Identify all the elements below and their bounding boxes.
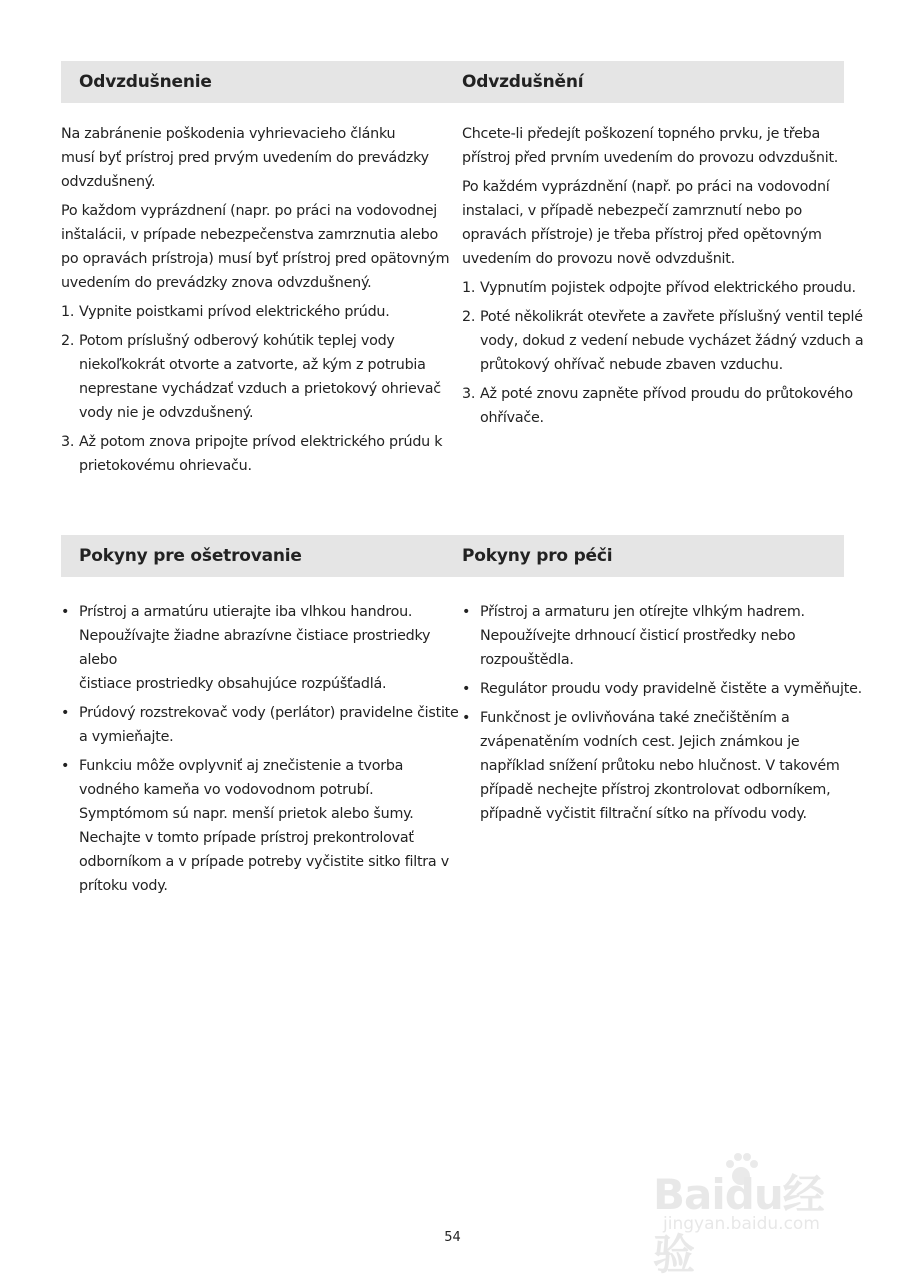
watermark-url: jingyan.baidu.com [663, 1214, 820, 1234]
section2-header-band [61, 535, 844, 577]
list-item: 2. Poté několikrát otevřete a zavřete příslušný ventil teplé vody, dokud z vedení nebude vycházet žádný vzduch a průtokový ohřívač nebude zbaven vzduchu. [462, 309, 864, 373]
list-item: 1. Vypnutím pojistek odpojte přívod elektrického proudu. [462, 280, 856, 296]
list-item: • Prúdový rozstrekovač vody (perlátor) pravidelne čistite a vymieňajte. [61, 705, 459, 745]
heading-pokyny-pre-osetrovanie: Pokyny pre ošetrovanie [79, 546, 302, 566]
section2-left-column [61, 600, 459, 903]
list-item: • Prístroj a armatúru utierajte iba vlhkou handrou. Nepoužívajte žiadne abrazívne čistiace prostriedky alebo čistiace prostriedky obsahujúce rozpúšťadlá. [61, 604, 431, 692]
list-item: 1. Vypnite poistkami prívod elektrického prúdu. [61, 304, 390, 320]
paragraph: Po každom vyprázdnení (napr. po práci na vodovodnej inštalácii, v prípade nebezpečenstva zamrznutia alebo po opravách prístroja) musí byť prístroj pred opätovným uvedením do prevádzky znova odvzdušnený. [61, 203, 450, 291]
list-item: 3. Až potom znova pripojte prívod elektrického prúdu k prietokovému ohrievaču. [61, 434, 443, 474]
section1-header-band [61, 61, 844, 103]
list-item: 2. Potom príslušný odberový kohútik teplej vody niekoľkokrát otvorte a zatvorte, až kým z potrubia neprestane vychádzať vzduch a prietokový ohrievač vody nie je odvzdušnený. [61, 333, 441, 421]
list-item: • Přístroj a armaturu jen otírejte vlhkým hadrem. Nepoužívejte drhnoucí čisticí prostředky nebo rozpouštědla. [462, 604, 805, 668]
list-item: • Funkciu môže ovplyvniť aj znečistenie a tvorba vodného kameňa vo vodovodnom potrubí. Symptómom sú napr. menší prietok alebo šumy. Nechajte v tomto prípade prístroj prekontrolovať odborníkom a v prípade potreby vyčistite sitko filtra v prítoku vody. [61, 758, 449, 894]
section1-left-column [61, 122, 450, 483]
heading-odvzdusneni-cz: Odvzdušnění [462, 72, 584, 92]
heading-odvzdusnenie-sk: Odvzdušnenie [79, 72, 212, 92]
list-item: 3. Až poté znovu zapněte přívod proudu do průtokového ohřívače. [462, 386, 853, 426]
list-item: • Regulátor proudu vody pravidelně čistěte a vyměňujte. [462, 681, 862, 697]
section1-right-column [462, 122, 864, 435]
paragraph: Na zabránenie poškodenia vyhrievacieho článku musí byť prístroj pred prvým uvedením do prevádzky odvzdušnený. [61, 126, 429, 190]
page-number: 54 [444, 1230, 461, 1245]
section2-right-column [462, 600, 862, 831]
list-item: • Funkčnost je ovlivňována také znečištěním a zvápenatěním vodních cest. Jejich známkou je například snížení průtoku nebo hlučnost. V takovém případě nechejte přístroj zkontrolovat odborníkem, případně vyčistit filtrační sítko na přívodu vody. [462, 710, 840, 822]
watermark-brand: Baidu经验 [653, 1170, 824, 1279]
paragraph: Chcete-li předejít poškození topného prvku, je třeba přístroj před prvním uvedením do provozu odvzdušnit. [462, 126, 839, 166]
paragraph: Po každém vyprázdnění (např. po práci na vodovodní instalaci, v případě nebezpečí zamrznutí nebo po opravách přístroje) je třeba přístroj před opětovným uvedením do provozu nově odvzdušnit. [462, 179, 830, 267]
heading-pokyny-pro-peci: Pokyny pro péči [462, 546, 613, 566]
